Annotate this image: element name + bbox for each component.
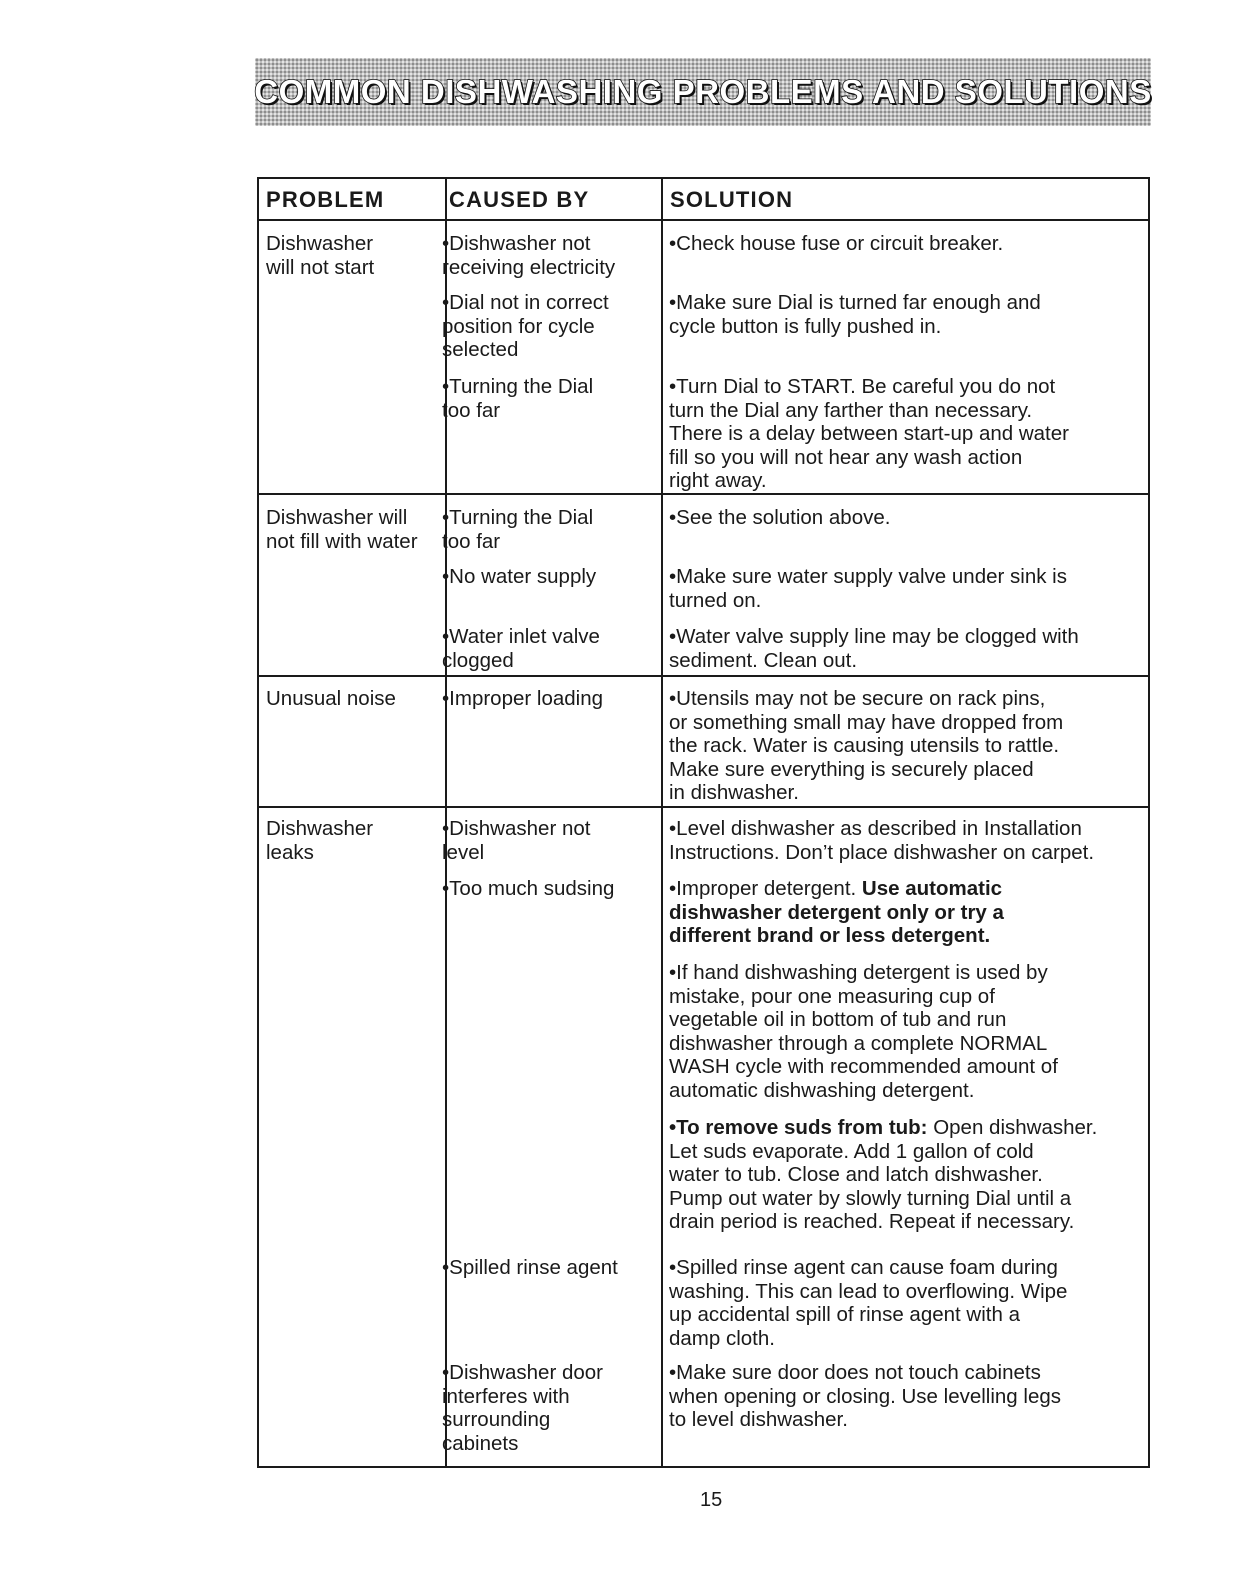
cause-cell — [442, 877, 614, 901]
solution-cell — [669, 817, 1094, 864]
cause-line: too far — [442, 529, 501, 553]
solution-cell — [669, 375, 1069, 493]
solution-line: •Check house fuse or circuit breaker. — [669, 232, 1004, 255]
solution-line: Instructions. Don’t place dishwasher on carpet. — [669, 840, 1095, 864]
cause-line: •No water supply — [442, 565, 597, 588]
solution-line: turned on. — [669, 588, 762, 612]
solution-line: •Make sure water supply valve under sink is — [669, 565, 1067, 588]
solution-line: •Water valve supply line may be clogged with — [669, 625, 1079, 648]
solution-cell — [669, 961, 1058, 1102]
cause-cell — [442, 375, 593, 422]
solution-line: fill so you will not hear any wash action — [669, 445, 1023, 469]
solution-line: sediment. Clean out. — [669, 648, 858, 672]
problem-line: Unusual noise — [266, 687, 396, 710]
solution-text: Open dishwasher. — [927, 1116, 1098, 1139]
solution-cell — [669, 1361, 1061, 1432]
cause-line: level — [442, 840, 485, 864]
solution-line: •Make sure door does not touch cabinets — [669, 1361, 1041, 1384]
solution-cell — [669, 506, 890, 530]
solution-line: •Utensils may not be secure on rack pins, — [669, 687, 1046, 710]
solution-line: mistake, pour one measuring cup of — [669, 984, 995, 1008]
cause-line: receiving electricity — [442, 255, 616, 279]
solution-text: •Improper detergent. — [669, 877, 862, 900]
solution-line: Pump out water by slowly turning Dial until a — [669, 1186, 1072, 1210]
solution-line: in dishwasher. — [669, 781, 799, 804]
solution-cell — [669, 877, 1004, 948]
solution-cell — [669, 232, 1003, 256]
problem-line: will not start — [266, 255, 375, 279]
solution-line: or something small may have dropped from — [669, 710, 1064, 734]
cause-line: •Dial not in correct — [442, 291, 609, 314]
cause-line: •Too much sudsing — [442, 877, 615, 900]
solution-line: dishwasher through a complete NORMAL — [669, 1031, 1048, 1055]
problem-line: leaks — [266, 840, 314, 864]
page-number: 15 — [700, 1489, 723, 1511]
solution-emphasis: Use automatic — [861, 877, 1003, 900]
solution-line: •Spilled rinse agent can cause foam during — [669, 1256, 1058, 1279]
header-divider — [259, 219, 1148, 221]
solution-cell — [669, 687, 1063, 805]
cause-cell — [442, 565, 596, 589]
cause-cell — [442, 817, 590, 864]
problem-line: Dishwasher — [266, 232, 374, 255]
title-banner — [255, 58, 1151, 126]
solution-line — [669, 877, 1004, 901]
solution-cell — [669, 565, 1067, 612]
row-divider — [259, 493, 1148, 495]
cause-cell — [442, 291, 609, 362]
cause-line: clogged — [442, 648, 514, 672]
cause-line: •Spilled rinse agent — [442, 1256, 618, 1279]
row-divider — [259, 806, 1148, 808]
cause-line: •Turning the Dial — [442, 506, 594, 529]
header-caused-by: CAUSED BY — [449, 187, 590, 212]
cause-line: surrounding — [442, 1408, 551, 1431]
solution-line: different brand or less detergent. — [669, 924, 991, 947]
solution-line: There is a delay between start-up and water — [669, 422, 1069, 445]
solution-line: Make sure everything is securely placed — [669, 757, 1034, 781]
solution-line: turn the Dial any farther than necessary. — [669, 398, 1033, 422]
solution-line: drain period is reached. Repeat if necessary. — [669, 1210, 1075, 1233]
cause-line: cabinets — [442, 1431, 519, 1455]
cause-line: •Improper loading — [442, 687, 604, 710]
solution-cell — [669, 291, 1041, 338]
cause-line: •Dishwasher not — [442, 817, 591, 840]
cause-cell — [442, 625, 600, 672]
cause-line: position for cycle — [442, 314, 595, 338]
solution-line: damp cloth. — [669, 1326, 775, 1350]
solution-line: •Turn Dial to START. Be careful you do not — [669, 375, 1056, 398]
cause-cell — [442, 506, 593, 553]
solution-line: the rack. Water is causing utensils to rattle. — [669, 734, 1060, 757]
cause-line: •Turning the Dial — [442, 375, 594, 398]
header-problem: PROBLEM — [266, 187, 385, 212]
solution-line: washing. This can lead to overflowing. Wipe — [669, 1279, 1068, 1303]
solution-line: water to tub. Close and latch dishwasher. — [669, 1163, 1043, 1186]
solution-line: dishwasher detergent only or try a — [669, 900, 1004, 924]
cause-cell — [442, 232, 615, 279]
problem-cell — [266, 506, 418, 553]
solution-line: vegetable oil in bottom of tub and run — [669, 1008, 1007, 1031]
cause-cell — [442, 1256, 618, 1280]
problem-line: not fill with water — [266, 529, 418, 553]
page-title: COMMON DISHWASHING PROBLEMS AND SOLUTIONS — [254, 73, 1152, 110]
solution-line: •Make sure Dial is turned far enough and — [669, 291, 1041, 314]
troubleshooting-table — [257, 177, 1150, 1468]
solution-line: up accidental spill of rinse agent with a — [669, 1303, 1020, 1326]
solution-emphasis: •To remove suds from tub: — [669, 1116, 928, 1139]
solution-cell — [669, 625, 1079, 672]
cause-line: •Water inlet valve — [442, 625, 600, 648]
solution-line: •See the solution above. — [669, 506, 891, 529]
problem-line: Dishwasher will — [266, 506, 408, 529]
cause-line: •Dishwasher door — [442, 1361, 603, 1384]
solution-line: when opening or closing. Use levelling legs — [669, 1384, 1062, 1408]
cause-line: too far — [442, 398, 501, 422]
solution-line: •Level dishwasher as described in Installation — [669, 817, 1082, 840]
solution-line: cycle button is fully pushed in. — [669, 314, 942, 338]
solution-cell — [669, 1256, 1067, 1350]
cause-line: interferes with — [442, 1384, 570, 1408]
solution-line — [669, 1116, 1097, 1140]
column-divider — [661, 179, 663, 1466]
solution-line: right away. — [669, 469, 767, 492]
header-solution: SOLUTION — [670, 187, 794, 212]
cause-cell — [442, 687, 603, 711]
solution-cell — [669, 1116, 1097, 1234]
cause-line: selected — [442, 338, 519, 361]
problem-cell — [266, 817, 373, 864]
problem-line: Dishwasher — [266, 817, 374, 840]
cause-cell — [442, 1361, 603, 1455]
solution-line: Let suds evaporate. Add 1 gallon of cold — [669, 1139, 1034, 1163]
cause-line: •Dishwasher not — [442, 232, 591, 255]
solution-line: WASH cycle with recommended amount of — [669, 1055, 1058, 1078]
solution-line: •If hand dishwashing detergent is used by — [669, 961, 1048, 984]
problem-cell — [266, 687, 396, 711]
solution-line: automatic dishwashing detergent. — [669, 1078, 975, 1102]
problem-cell — [266, 232, 374, 279]
row-divider — [259, 675, 1148, 677]
solution-line: to level dishwasher. — [669, 1408, 848, 1431]
